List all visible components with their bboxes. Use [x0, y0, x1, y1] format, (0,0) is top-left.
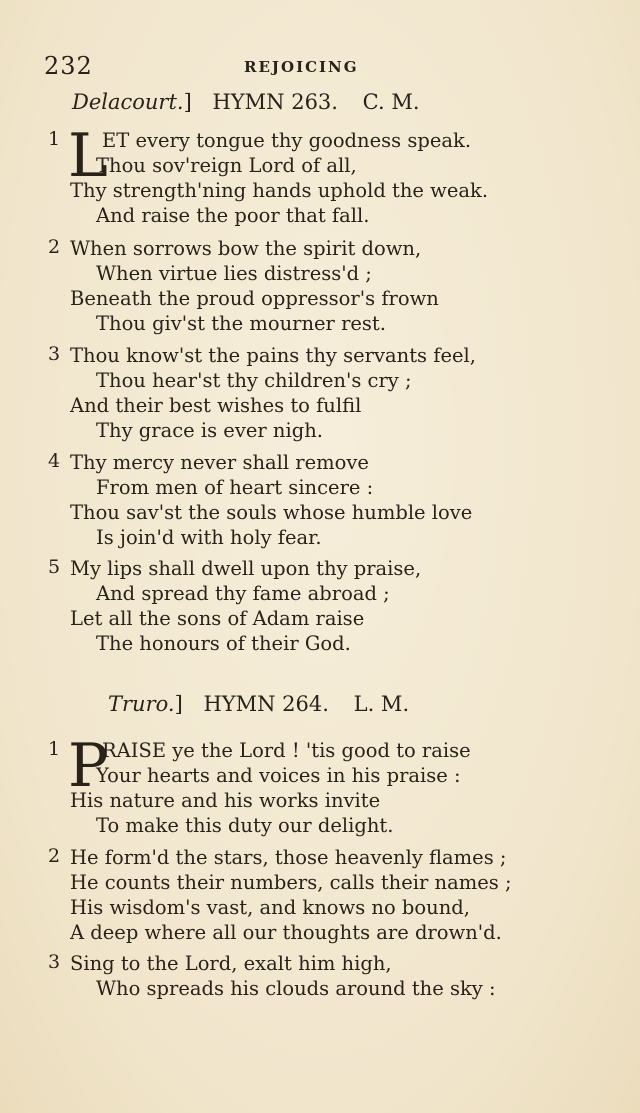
verse-line: Thou sav'st the souls whose humble love: [70, 501, 473, 524]
drop-cap: P: [68, 731, 109, 801]
hymn-meter: C. M.: [362, 90, 420, 114]
tune-name: Truro.: [108, 692, 175, 716]
verse-line: From men of heart sincere :: [96, 476, 374, 499]
verse-line: Your hearts and voices in his praise :: [96, 764, 461, 787]
page-number: 232: [44, 52, 93, 80]
verse-line: And their best wishes to fulfil: [70, 394, 362, 417]
verse-line: RAISE ye the Lord ! 'tis good to raise: [102, 739, 471, 762]
verse-line: Thou sov'reign Lord of all,: [96, 154, 357, 177]
verse-line: Let all the sons of Adam raise: [70, 607, 365, 630]
verse-number: 4: [48, 450, 61, 472]
verse-line: And raise the poor that fall.: [96, 204, 370, 227]
hymn-263-stanza-5: [44, 556, 604, 656]
verse-line: His wisdom's vast, and knows no bound,: [70, 896, 470, 919]
verse-line: Beneath the proud oppressor's frown: [70, 287, 439, 310]
verse-line: When sorrows bow the spirit down,: [70, 237, 422, 260]
verse-line: His nature and his works invite: [70, 789, 381, 812]
verse-line: Thou hear'st thy children's cry ;: [96, 369, 412, 392]
hymn-264-stanza-3: [44, 951, 604, 1001]
verse-line: He counts their numbers, calls their names ;: [70, 871, 512, 894]
hymn-264-stanza-1: [44, 731, 604, 838]
verse-line: ET every tongue thy goodness speak.: [102, 129, 472, 152]
verse-line: Is join'd with holy fear.: [96, 526, 322, 549]
hymn-264-title: [108, 692, 409, 722]
hymn-263-stanza-2: [44, 236, 604, 336]
hymn-number: HYMN 264.: [203, 692, 329, 716]
verse-line: My lips shall dwell upon thy praise,: [70, 557, 422, 580]
verse-line: Who spreads his clouds around the sky :: [96, 977, 496, 1000]
verse-number: 3: [48, 343, 61, 365]
verse-number: 1: [48, 128, 61, 150]
verse-number: 2: [48, 845, 61, 867]
verse-number: 2: [48, 236, 61, 258]
bracket: ]: [183, 90, 192, 114]
verse-line: The honours of their God.: [96, 632, 351, 655]
verse-line: Thou know'st the pains thy servants feel,: [70, 344, 476, 367]
bracket: ]: [174, 692, 183, 716]
drop-cap: L: [68, 121, 108, 191]
verse-line: Thy grace is ever nigh.: [96, 419, 323, 442]
verse-number: 5: [48, 556, 61, 578]
hymn-meter: L. M.: [353, 692, 410, 716]
page-header: [44, 52, 564, 82]
verse-number: 1: [48, 738, 61, 760]
hymn-264-stanza-2: [44, 845, 604, 945]
verse-line: Thy strength'ning hands uphold the weak.: [70, 179, 489, 202]
hymn-263-stanza-4: [44, 450, 604, 550]
verse-line: When virtue lies distress'd ;: [96, 262, 372, 285]
verse-line: To make this duty our delight.: [96, 814, 394, 837]
hymn-263-title: [72, 90, 420, 120]
running-head: REJOICING: [244, 58, 359, 76]
verse-line: Sing to the Lord, exalt him high,: [70, 952, 392, 975]
tune-name: Delacourt.: [72, 90, 184, 114]
hymn-263-stanza-1: [44, 121, 604, 228]
verse-line: And spread thy fame abroad ;: [96, 582, 390, 605]
verse-line: He form'd the stars, those heavenly flames ;: [70, 846, 507, 869]
hymn-263-stanza-3: [44, 343, 604, 443]
verse-line: Thou giv'st the mourner rest.: [96, 312, 386, 335]
verse-line: Thy mercy never shall remove: [70, 451, 369, 474]
verse-line: A deep where all our thoughts are drown'd.: [70, 921, 502, 944]
hymn-number: HYMN 263.: [212, 90, 338, 114]
verse-number: 3: [48, 951, 61, 973]
